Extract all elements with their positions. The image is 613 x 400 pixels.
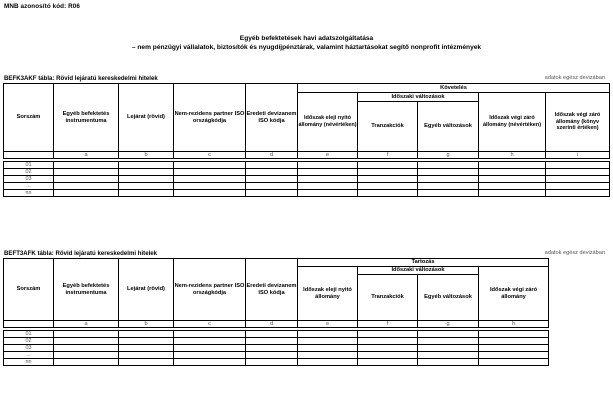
table1-cell[interactable]: [358, 176, 418, 183]
table2-col-zaro: Időszak végi záró állomány: [479, 267, 549, 321]
table2-letter-blank: [4, 321, 54, 328]
table2-unit: adatok egész devizában: [544, 250, 605, 256]
table1-cell[interactable]: [174, 162, 246, 169]
table2-cell[interactable]: [54, 331, 119, 338]
table-row: [4, 338, 549, 345]
table1-cell[interactable]: [418, 162, 479, 169]
table2-letter-h: h: [479, 321, 549, 328]
table1-cell[interactable]: [54, 162, 119, 169]
table2-cell[interactable]: [54, 352, 119, 359]
table1-col-lejarat: Lejárat (rövid): [119, 84, 174, 152]
table-row: [4, 183, 610, 190]
table1-cell[interactable]: [174, 176, 246, 183]
table2-col-instrumentum: Egyéb befektetés instrumentuma: [54, 259, 119, 321]
table2-cell[interactable]: [479, 352, 549, 359]
table1-col-egyeb-valtozasok: Egyéb változások: [418, 102, 479, 152]
table1-cell[interactable]: [119, 169, 174, 176]
title-line-1: Egyéb befektetések havi adatszolgáltatása: [239, 35, 374, 42]
table2-group-header: Tartozás: [298, 259, 549, 267]
table2-row-number: nn: [4, 359, 54, 366]
table1-cell[interactable]: [418, 183, 479, 190]
table-row: [4, 331, 549, 338]
table1-letter-d: d: [246, 152, 298, 159]
table2-cell[interactable]: [479, 345, 549, 352]
table1-cell[interactable]: [246, 162, 298, 169]
table-row: [4, 169, 610, 176]
table1-cell[interactable]: [358, 183, 418, 190]
table2-cell[interactable]: [358, 345, 418, 352]
table1-cell[interactable]: [54, 183, 119, 190]
table-row: [4, 162, 610, 169]
table2-cell[interactable]: [358, 338, 418, 345]
table1-cell[interactable]: [119, 162, 174, 169]
table1-cell[interactable]: [298, 190, 358, 197]
table1-row-number: 03: [4, 176, 54, 183]
table1-unit: adatok egész devizában: [544, 75, 605, 81]
table2-col-deviza: Eredeti devizanem ISO kódja: [246, 259, 298, 321]
table1-cell[interactable]: [246, 169, 298, 176]
table2-letter-f: f: [358, 321, 418, 328]
table1-cell[interactable]: [418, 169, 479, 176]
table1-cell[interactable]: [119, 176, 174, 183]
table1-cell[interactable]: [119, 190, 174, 197]
table-row: [4, 352, 549, 359]
table2-col-partner: Nem-rezidens partner ISO országkódja: [174, 259, 246, 321]
table1-row-number: nn: [4, 190, 54, 197]
table2-cell[interactable]: [119, 345, 174, 352]
table1-letter-blank: [4, 152, 54, 159]
table1-cell[interactable]: [479, 183, 546, 190]
table2-cell[interactable]: [246, 359, 298, 366]
table1-letter-a: a: [54, 152, 119, 159]
table1-row-number: 02: [4, 169, 54, 176]
table1-cell[interactable]: [546, 162, 610, 169]
table1-col-nyito: Időszak eleji nyitó állomány (névértéken): [298, 93, 358, 152]
table2-cell[interactable]: [54, 338, 119, 345]
table1-cell[interactable]: [298, 169, 358, 176]
table2-caption: BEFT3AFK tábla: Rövid lejáratú kereskedelmi hitelek: [4, 250, 158, 257]
table2-cell[interactable]: [119, 331, 174, 338]
table2-cell[interactable]: [54, 345, 119, 352]
table1-caption: BEFK3AKF tábla: Rövid lejáratú kereskedelmi hitelek: [4, 75, 158, 82]
table2-col-tranzakciok: Tranzakciók: [358, 275, 418, 321]
table2-cell[interactable]: [246, 331, 298, 338]
table1-cell[interactable]: [479, 162, 546, 169]
table1-cell[interactable]: [546, 176, 610, 183]
table1-cell[interactable]: [546, 169, 610, 176]
table1-col-partner: Nem-rezidens partner ISO országkódja: [174, 84, 246, 152]
table2-cell[interactable]: [119, 338, 174, 345]
table2-cell[interactable]: [119, 352, 174, 359]
table2-cell[interactable]: [298, 338, 358, 345]
table2-cell[interactable]: [358, 352, 418, 359]
table2-grid: [3, 258, 549, 366]
table2-letter-d: d: [246, 321, 298, 328]
table2-cell[interactable]: [418, 331, 479, 338]
table1-letter-i: i: [546, 152, 610, 159]
table1-col-instrumentum: Egyéb befektetés instrumentuma: [54, 84, 119, 152]
table1-cell[interactable]: [54, 169, 119, 176]
table1-col-tranzakciok: Tranzakciók: [358, 102, 418, 152]
table1-cell[interactable]: [546, 183, 610, 190]
mnb-code-label: MNB azonosító kód: R06: [4, 3, 81, 10]
table1-cell[interactable]: [298, 162, 358, 169]
table2-cell[interactable]: [119, 359, 174, 366]
table1-cell[interactable]: [298, 176, 358, 183]
table1-row-number: 01: [4, 162, 54, 169]
table1-group-header: Követelés: [298, 84, 610, 93]
table1-cell[interactable]: [418, 190, 479, 197]
table1-cell[interactable]: [418, 176, 479, 183]
table2-cell[interactable]: [479, 331, 549, 338]
table-row: [4, 190, 610, 197]
table2-row-number: 03: [4, 345, 54, 352]
table2-letter-a: a: [54, 321, 119, 328]
table1-letter-g: g: [418, 152, 479, 159]
table1-cell[interactable]: [479, 169, 546, 176]
table2-cell[interactable]: [174, 345, 246, 352]
table2-col-sorszam: Sorszám: [4, 259, 54, 321]
table-row: [4, 345, 549, 352]
table1-letter-c: c: [174, 152, 246, 159]
table1-cell[interactable]: [246, 176, 298, 183]
table2-cell[interactable]: [174, 331, 246, 338]
table1-sub-header: Időszaki változások: [358, 93, 479, 102]
table2-cell[interactable]: [358, 359, 418, 366]
table1-cell[interactable]: [246, 190, 298, 197]
table1-letter-h: h: [479, 152, 546, 159]
table-row: [4, 359, 549, 366]
table2-letter-g: g: [418, 321, 479, 328]
table2-row-number: ...: [4, 352, 54, 359]
table2-cell[interactable]: [54, 359, 119, 366]
table1-letter-f: f: [358, 152, 418, 159]
table1-cell[interactable]: [298, 183, 358, 190]
table1-cell[interactable]: [358, 169, 418, 176]
table2-cell[interactable]: [479, 338, 549, 345]
table1-cell[interactable]: [358, 190, 418, 197]
table2-row-number: 02: [4, 338, 54, 345]
table1-grid: [3, 83, 610, 197]
table2-cell[interactable]: [246, 352, 298, 359]
table2-cell[interactable]: [418, 345, 479, 352]
table1-cell[interactable]: [546, 190, 610, 197]
table1-row-number: ...: [4, 183, 54, 190]
table1-cell[interactable]: [479, 190, 546, 197]
table1-cell[interactable]: [479, 176, 546, 183]
table2-letter-b: b: [119, 321, 174, 328]
table2-row-number: 01: [4, 331, 54, 338]
table1-col-deviza: Eredeti devizanem ISO kódja: [246, 84, 298, 152]
table1-col-sorszam: Sorszám: [4, 84, 54, 152]
table-row: [4, 176, 610, 183]
table2-col-egyeb-valtozasok: Egyéb változások: [418, 275, 479, 321]
table1-cell[interactable]: [174, 169, 246, 176]
table2-sub-header: Időszaki változások: [358, 267, 479, 275]
table2-cell[interactable]: [298, 359, 358, 366]
table2-cell[interactable]: [479, 359, 549, 366]
table1-cell[interactable]: [174, 183, 246, 190]
table2-cell[interactable]: [418, 352, 479, 359]
table2-col-lejarat: Lejárat (rövid): [119, 259, 174, 321]
document-title: [0, 34, 613, 52]
table1-letter-e: e: [298, 152, 358, 159]
table2-cell[interactable]: [174, 359, 246, 366]
table2-letter-e: e: [298, 321, 358, 328]
table1-cell[interactable]: [246, 183, 298, 190]
table2-cell[interactable]: [298, 345, 358, 352]
table2-cell[interactable]: [418, 359, 479, 366]
table2-cell[interactable]: [298, 352, 358, 359]
table1-cell[interactable]: [358, 162, 418, 169]
table2-cell[interactable]: [174, 352, 246, 359]
table2-letter-c: c: [174, 321, 246, 328]
table2-cell[interactable]: [358, 331, 418, 338]
table1-cell[interactable]: [119, 183, 174, 190]
table2-cell[interactable]: [246, 345, 298, 352]
table1-col-zaro-nevertek: Időszak végi záró állomány (névértéken): [479, 93, 546, 152]
table2-cell[interactable]: [246, 338, 298, 345]
table1-cell[interactable]: [54, 190, 119, 197]
table1-cell[interactable]: [54, 176, 119, 183]
table1-letter-b: b: [119, 152, 174, 159]
table1-col-zaro-konyv: Időszak végi záró állomány (könyv szerinti értéken): [546, 93, 610, 152]
table2-col-nyito: Időszak eleji nyitó állomány: [298, 267, 358, 321]
title-line-2: – nem pénzügyi vállalatok, biztosítók és nyugdíjpénztárak, valamint háztartásokat segítő nonprofit intézmények: [131, 44, 482, 51]
table1-cell[interactable]: [174, 190, 246, 197]
table2-cell[interactable]: [298, 331, 358, 338]
table2-cell[interactable]: [174, 338, 246, 345]
table2-cell[interactable]: [418, 338, 479, 345]
